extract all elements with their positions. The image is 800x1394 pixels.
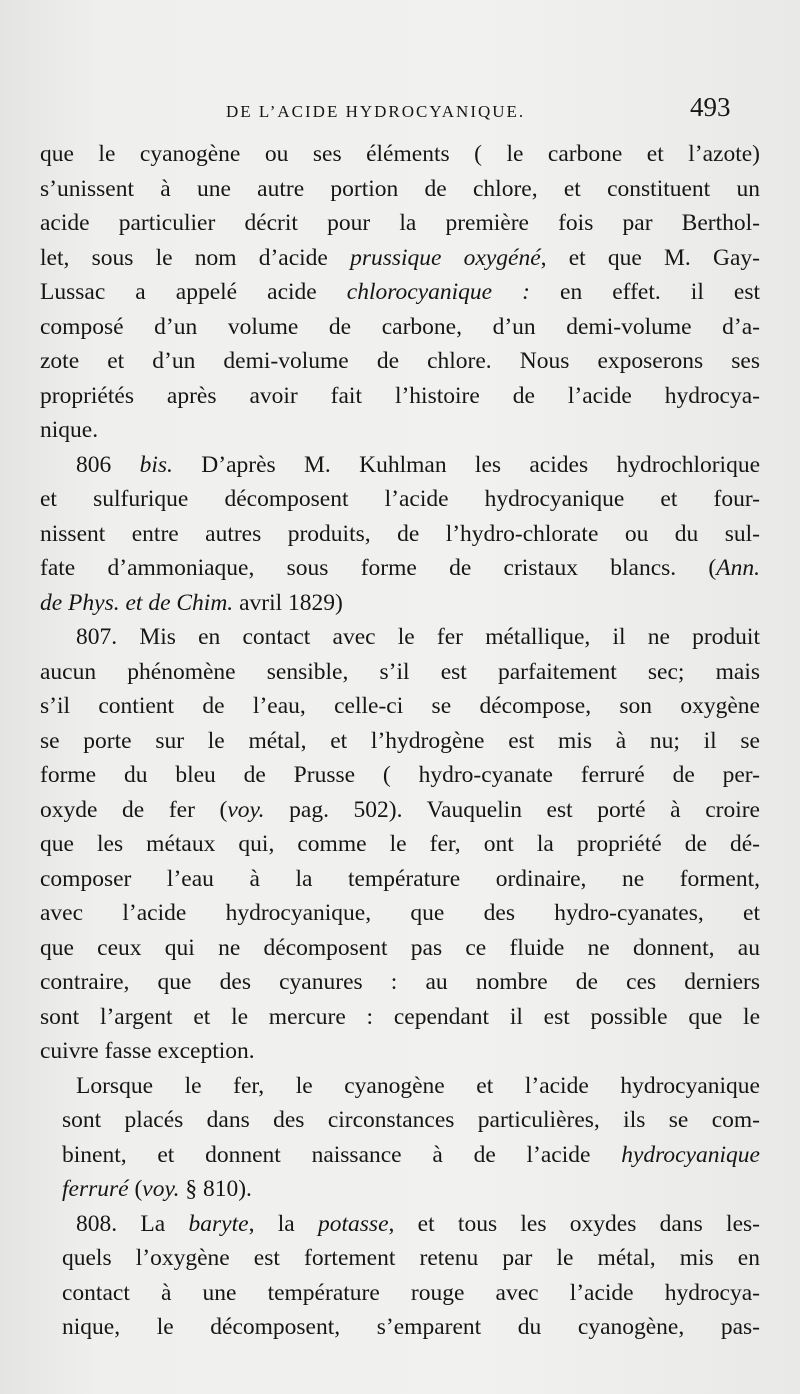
text-line: se porte sur le métal, et l’hydrogène est mis à nu; il se	[40, 727, 760, 754]
text-line: que les métaux qui, comme le fer, ont la propriété de dé-	[40, 831, 760, 857]
text-line: contact à une température rouge avec l’acide hydrocya-	[62, 1279, 760, 1306]
text-line	[40, 1138, 760, 1173]
paragraph-808	[40, 1207, 760, 1242]
text-line	[40, 551, 760, 586]
text-line: avec l’acide hydrocyanique, que des hydro-cyanates, et	[40, 900, 760, 926]
text-run: en effet. il est	[529, 279, 760, 305]
paragraph-lorsque: Lorsque le fer, le cyanogène et l’acide hydrocyanique	[76, 1072, 760, 1099]
text-run: (	[128, 1176, 143, 1202]
paragraph-807: 807. Mis en contact avec le fer métallique, il ne produit	[76, 624, 760, 650]
page-number: 493	[690, 92, 731, 122]
italic-term: chlorocyanique :	[346, 279, 530, 305]
text-run: , et tous les oxydes dans les-	[388, 1210, 760, 1237]
text-line: sont placés dans des circonstances particulières, ils se com-	[62, 1107, 760, 1133]
text-line: et sulfurique décomposent l’acide hydrocyanique et four-	[40, 486, 760, 512]
italic-term: voy.	[227, 796, 265, 823]
paragraph-806-bis	[40, 448, 760, 483]
citation: Ann.	[716, 555, 760, 581]
text-run: , et que M. Gay-	[540, 244, 760, 271]
text-line: aucun phénomène sensible, s’il est parfaitement sec; mais	[40, 658, 760, 685]
text-line	[40, 586, 760, 621]
text-line: acide particulier décrit pour la première fois par Berthol-	[40, 210, 760, 236]
text-run: Lussac a appelé acide	[40, 279, 347, 305]
text-line: s’unissent à une autre portion de chlore, et constituent un	[40, 175, 760, 202]
running-title: DE L’ACIDE HYDROCYANIQUE.	[226, 102, 526, 121]
italic-term: baryte	[188, 1210, 249, 1237]
text-line: s’il contient de l’eau, celle-ci se décompose, son oxygène	[40, 693, 760, 719]
text-line: composer l’eau à la température ordinaire, ne forment,	[40, 865, 760, 892]
text-run: 808. La	[76, 1210, 189, 1237]
text-run: 806	[76, 451, 140, 478]
text-line	[40, 275, 760, 310]
text-run: D’après M. Kuhlman les acides hydrochlorique	[172, 451, 761, 478]
text-run: let, sous le nom d’acide	[40, 244, 351, 271]
text-line: nique, le décomposent, s’emparent du cyanogène, pas-	[62, 1314, 760, 1340]
text-line: sont l’argent et le mercure : cependant il est possible que le	[40, 1003, 760, 1030]
text-run: avril 1829)	[233, 589, 343, 616]
text-run: oxyde de fer (	[40, 796, 228, 823]
italic-term: bis.	[139, 451, 173, 478]
text-line	[40, 241, 760, 276]
italic-term: voy.	[142, 1176, 180, 1202]
text-run: , la	[248, 1210, 318, 1237]
text-line	[40, 1172, 760, 1207]
text-line: cuivre fasse exception.	[40, 1038, 255, 1064]
body-text	[40, 137, 760, 1345]
italic-term: hydrocyanique	[621, 1141, 760, 1168]
text-line: contraire, que des cyanures : au nombre de ces derniers	[40, 969, 760, 995]
text-line: nissent entre autres produits, de l’hydro-chlorate ou du sul-	[40, 520, 760, 547]
text-line: composé d’un volume de carbone, d’un demi-volume d’a-	[40, 313, 760, 340]
text-line: nique.	[40, 417, 99, 443]
text-run: § 810).	[179, 1176, 252, 1202]
text-line: forme du bleu de Prusse ( hydro-cyanate ferruré de per-	[40, 762, 760, 788]
text-line: zote et d’un demi-volume de chlore. Nous exposerons ses	[40, 348, 760, 374]
italic-term: ferruré	[62, 1176, 129, 1202]
text-line	[40, 793, 760, 828]
italic-term: potasse	[318, 1210, 389, 1237]
text-run: pag. 502). Vauquelin est porté à croire	[264, 796, 760, 823]
text-run: binent, et donnent naissance à de l’acide	[62, 1141, 622, 1168]
text-line: propriétés après avoir fait l’histoire de l’acide hydrocya-	[40, 382, 760, 409]
text-line: que le cyanogène ou ses éléments ( le carbone et l’azote)	[40, 141, 760, 167]
italic-term: prussique oxygéné	[350, 244, 541, 271]
text-run: fate d’ammoniaque, sous forme de cristaux blancs. (	[40, 555, 717, 581]
text-line: quels l’oxygène est fortement retenu par le métal, mis en	[62, 1245, 760, 1271]
text-line: que ceux qui ne décomposent pas ce fluide ne donnent, au	[40, 934, 760, 961]
running-head	[0, 92, 800, 128]
citation: de Phys. et de Chim.	[40, 589, 234, 616]
